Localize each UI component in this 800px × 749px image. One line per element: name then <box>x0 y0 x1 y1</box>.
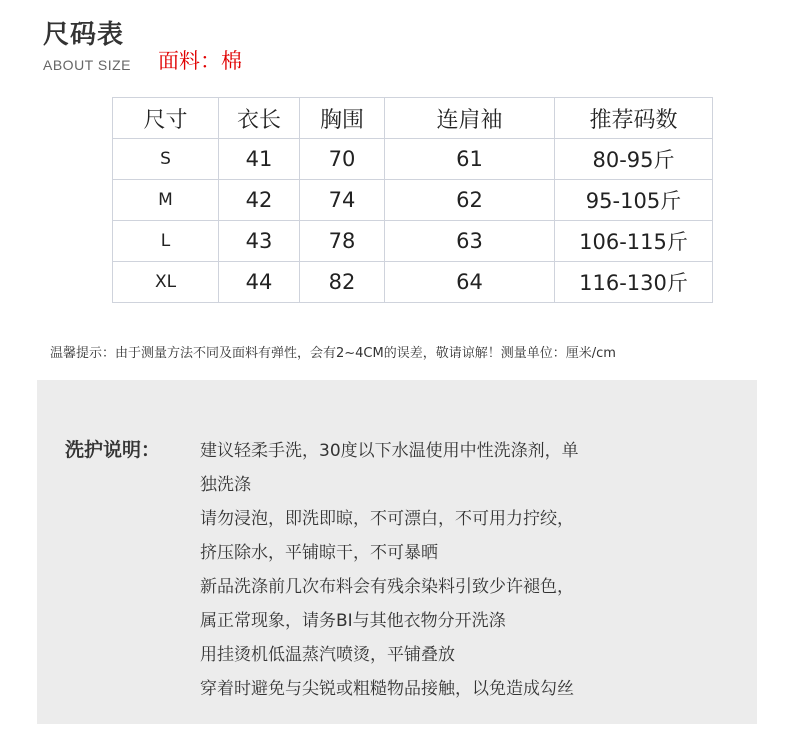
care-lines <box>200 434 720 706</box>
cell-chest: 78 <box>300 221 385 262</box>
cell-size: S <box>113 139 219 180</box>
cell-chest: 82 <box>300 262 385 303</box>
cell-length: 44 <box>219 262 300 303</box>
care-line: 新品洗涤前几次布料会有残余染料引致少许褪色， <box>200 577 574 597</box>
header-recommended: 推荐码数 <box>555 98 713 139</box>
page-subtitle: ABOUT SIZE <box>43 57 131 73</box>
cell-recommended: 116-130斤 <box>555 262 713 303</box>
care-line: 挤压除水，平铺晾干，不可暴晒 <box>200 543 438 563</box>
cell-size: M <box>113 180 219 221</box>
cell-size: L <box>113 221 219 262</box>
care-line: 穿着时避免与尖锐或粗糙物品接触，以免造成勾丝 <box>200 679 574 699</box>
care-line: 请勿浸泡，即洗即晾，不可漂白，不可用力拧绞， <box>200 509 574 529</box>
header-size: 尺寸 <box>113 98 219 139</box>
care-line: 用挂烫机低温蒸汽喷烫，平铺叠放 <box>200 645 455 665</box>
cell-length: 41 <box>219 139 300 180</box>
header-length: 衣长 <box>219 98 300 139</box>
cell-chest: 74 <box>300 180 385 221</box>
cell-length: 42 <box>219 180 300 221</box>
care-line: 属正常现象，请务BI与其他衣物分开洗涤 <box>200 611 506 631</box>
cell-sleeve: 64 <box>385 262 555 303</box>
cell-recommended: 80-95斤 <box>555 139 713 180</box>
care-line: 独洗涤 <box>200 475 251 495</box>
cell-sleeve: 63 <box>385 221 555 262</box>
cell-length: 43 <box>219 221 300 262</box>
header-chest: 胸围 <box>300 98 385 139</box>
care-line: 建议轻柔手洗，30度以下水温使用中性洗涤剂，单 <box>200 441 579 461</box>
measurement-tip: 温馨提示：由于测量方法不同及面料有弹性，会有2~4CM的误差，敬请谅解！测量单位：厘米/cm <box>50 346 616 361</box>
size-table <box>112 97 713 303</box>
table-header-row <box>113 98 713 139</box>
cell-chest: 70 <box>300 139 385 180</box>
care-instructions-panel <box>37 380 757 724</box>
cell-size: XL <box>113 262 219 303</box>
care-label: 洗护说明： <box>65 439 161 461</box>
header-sleeve: 连肩袖 <box>385 98 555 139</box>
cell-sleeve: 61 <box>385 139 555 180</box>
cell-recommended: 106-115斤 <box>555 221 713 262</box>
cell-recommended: 95-105斤 <box>555 180 713 221</box>
table-row <box>113 221 713 262</box>
cell-sleeve: 62 <box>385 180 555 221</box>
material-note: 面料：棉 <box>158 49 242 73</box>
page-title: 尺码表 <box>43 20 125 50</box>
table-row <box>113 139 713 180</box>
table-row <box>113 180 713 221</box>
table-row <box>113 262 713 303</box>
